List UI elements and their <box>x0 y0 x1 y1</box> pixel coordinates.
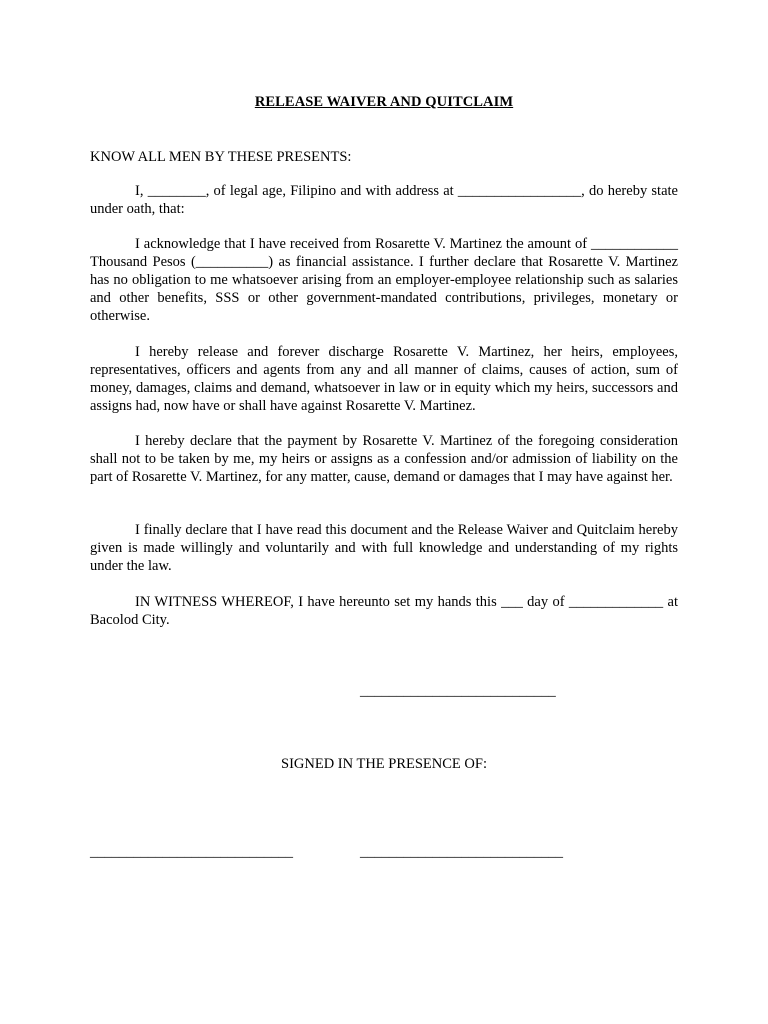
amount-figures-blank: (__________) <box>190 254 274 270</box>
witness-clause-paragraph <box>90 593 678 629</box>
witness-text-end: at Bacolod City. <box>90 594 678 628</box>
witness-text-start: IN WITNESS WHEREOF, I have hereunto set my hands this <box>135 594 502 610</box>
non-admission-paragraph: I hereby declare that the payment by Rosarette V. Martinez of the foregoing consideration shall not to be taken by me, my heirs or assigns as a confession and/or admission of liability on the part of Rosarette V. Martinez, for any matter, cause, demand or damages that I may have against her. <box>90 433 678 485</box>
name-blank: ________ <box>147 183 206 199</box>
witness-text-middle: day of <box>522 594 569 610</box>
acknowledgement-text-end: as financial assistance. I further declare that Rosarette V. Martinez has no obligation to me whatsoever arising from an employer-employee relationship such as salaries and other benefits, SSS or other government-mandated contributions, privileges, monetary or otherwise. <box>90 254 678 324</box>
final-declaration-paragraph: I finally declare that I have read this document and the Release Waiver and Quitclaim hereby given is made willingly and voluntarily and with full knowledge and understanding of my rights under the law. <box>90 522 678 574</box>
acknowledgement-text-start: I acknowledge that I have received from Rosarette V. Martinez the amount of <box>135 236 591 252</box>
day-blank: ___ <box>501 594 523 610</box>
acknowledgement-paragraph <box>90 235 678 325</box>
declarant-text-middle: , of legal age, Filipino and with address at <box>205 183 458 199</box>
declarant-signature-line: ___________________________ <box>360 683 556 699</box>
amount-words-blank: ____________ <box>591 236 678 252</box>
opening-line: KNOW ALL MEN BY THESE PRESENTS: <box>90 149 352 165</box>
release-paragraph: I hereby release and forever discharge Rosarette V. Martinez, her heirs, employees, representatives, officers and agents from any and all manner of claims, causes of action, sum of money, damages, claims and demand, whatsoever in law or in equity which my heirs, successors and assigns had, now have or shall have against Rosarette V. Martinez. <box>90 344 678 414</box>
month-blank: _____________ <box>568 594 664 610</box>
witness-signature-line-1: ____________________________ <box>90 844 293 860</box>
address-blank: _________________ <box>457 183 582 199</box>
document-title: RELEASE WAIVER AND QUITCLAIM <box>254 94 514 110</box>
declarant-text-end: , do hereby state under oath, that: <box>90 183 678 217</box>
declarant-text-start: I, <box>135 183 148 199</box>
presence-label: SIGNED IN THE PRESENCE OF: <box>281 756 487 772</box>
declarant-paragraph <box>90 182 678 218</box>
acknowledgement-text-middle: Thousand Pesos <box>90 254 191 270</box>
witness-signature-line-2: ____________________________ <box>360 844 563 860</box>
